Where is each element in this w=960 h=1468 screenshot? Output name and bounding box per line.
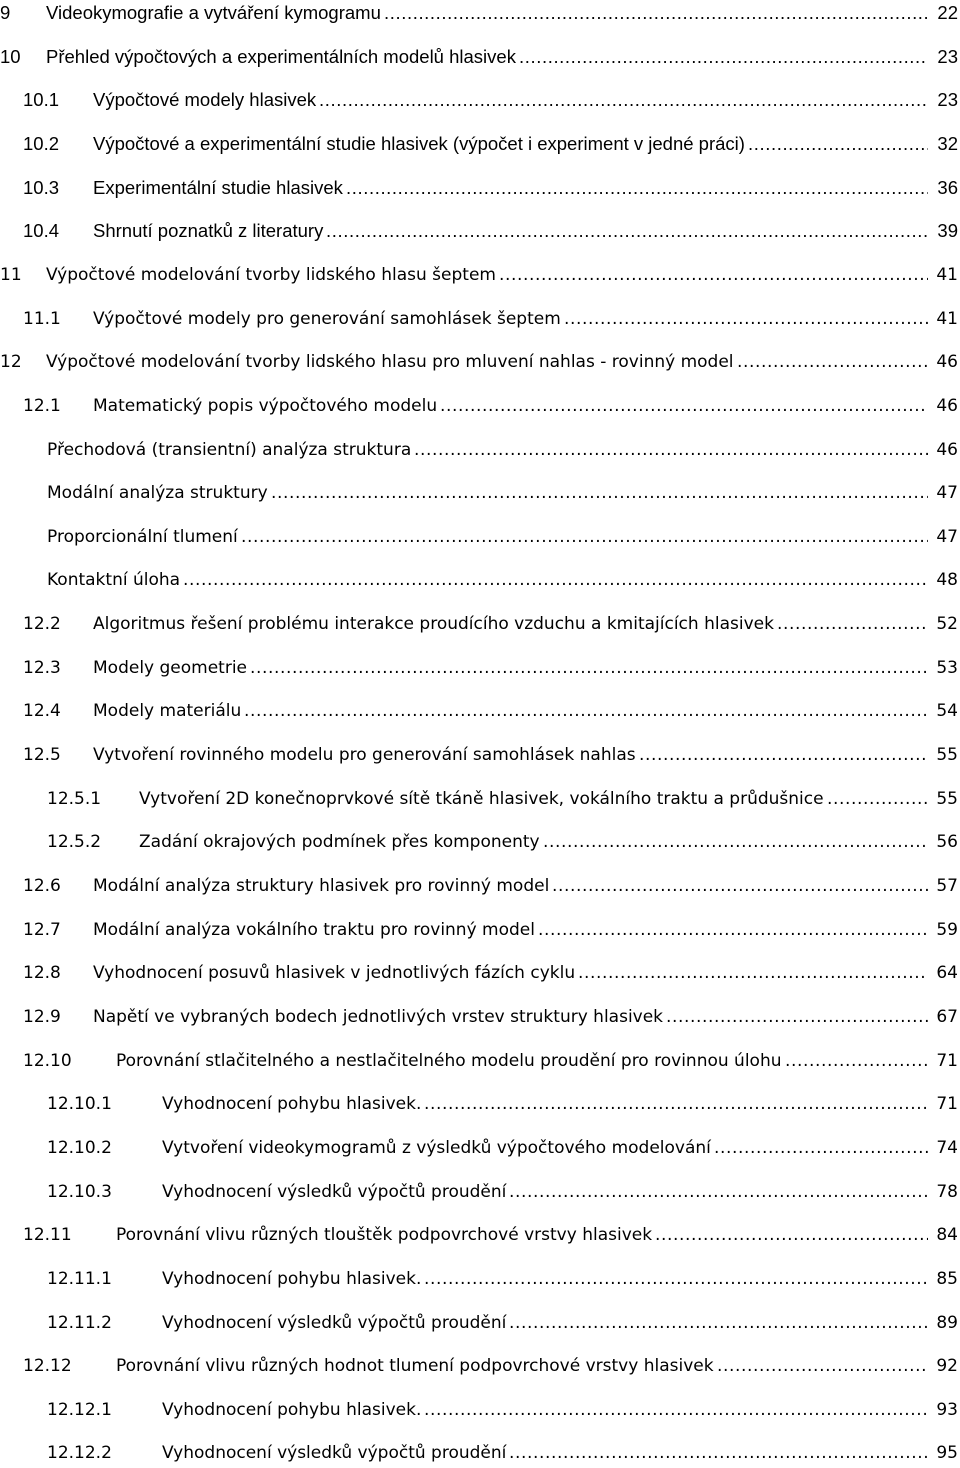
toc-entry[interactable] [0,827,960,857]
toc-entry-leader-dots [250,653,928,683]
toc-entry[interactable] [0,696,960,726]
toc-entry-number: 10.3 [23,176,60,198]
toc-entry-leader-dots [714,1133,928,1163]
toc-entry-title: Vyhodnocení posuvů hlasivek v jednotlivých fázích cyklu [93,963,576,984]
toc-entry[interactable] [0,173,960,203]
toc-entry-leader-dots [748,129,928,159]
toc-entry-page-number: 71 [936,1094,958,1115]
toc-entry-leader-dots [737,347,928,377]
toc-entry[interactable] [0,958,960,988]
toc-entry[interactable] [0,1089,960,1119]
toc-entry[interactable] [0,260,960,290]
toc-entry-leader-dots [717,1351,928,1381]
toc-entry-number: 12.5.2 [47,832,102,853]
toc-entry-title: Vyhodnocení výsledků výpočtů proudění [162,1443,507,1464]
toc-entry[interactable] [0,653,960,683]
toc-entry[interactable] [0,1133,960,1163]
toc-entry-title: Shrnutí poznatků z literatury [93,220,324,242]
toc-entry-title: Modální analýza struktury hlasivek pro rovinný model [93,876,550,896]
toc-entry[interactable] [0,1395,960,1425]
toc-entry-page-number: 64 [936,963,958,984]
toc-entry-number: 12.11.2 [47,1312,112,1333]
toc-entry-page-number: 41 [936,308,958,329]
toc-entry-leader-dots [384,0,928,28]
toc-entry-leader-dots [552,871,928,901]
toc-entry[interactable] [0,1046,960,1076]
toc-entry-leader-dots [424,1395,928,1425]
toc-entry-number: 12.10 [23,1050,72,1071]
toc-entry-title: Modální analýza vokálního traktu pro rovinný model [93,919,535,940]
toc-entry-leader-dots [538,915,928,945]
toc-entry-title: Modální analýza struktury [47,483,268,504]
toc-entry-title: Videokymografie a vytváření kymogramu [46,2,381,23]
toc-entry[interactable] [0,609,960,639]
toc-entry-page-number: 36 [937,176,958,198]
toc-entry-number: 9 [0,2,11,23]
toc-entry[interactable] [0,1177,960,1207]
toc-entry-page-number: 23 [937,45,958,67]
toc-entry-page-number: 67 [936,1006,958,1027]
toc-entry[interactable] [0,1002,960,1032]
toc-entry-page-number: 47 [936,483,958,504]
toc-entry-title: Napětí ve vybraných bodech jednotlivých vrstev struktury hlasivek [93,1006,664,1027]
toc-entry[interactable] [0,565,960,595]
toc-entry[interactable] [0,42,960,72]
toc-entry-page-number: 39 [937,220,958,242]
toc-entry-title: Matematický popis výpočtového modelu [93,395,438,416]
toc-entry-page-number: 55 [936,788,958,809]
toc-entry-page-number: 22 [937,2,958,23]
toc-entry-number: 12.12 [23,1356,72,1377]
toc-entry-page-number: 71 [936,1050,958,1071]
toc-entry-title: Výpočtové a experimentální studie hlasivek (výpočet i experiment v jedné práci) [93,132,745,154]
toc-entry-title: Vyhodnocení pohybu hlasivek. [162,1094,422,1115]
toc-entry[interactable] [0,1220,960,1250]
toc-entry[interactable] [0,915,960,945]
toc-entry-leader-dots [519,42,928,72]
toc-entry-title: Výpočtové modely hlasivek [93,89,317,111]
toc-entry-leader-dots [271,478,928,508]
toc-entry-title: Výpočtové modelování tvorby lidského hlasu šeptem [46,264,496,285]
toc-entry-leader-dots [777,609,928,639]
toc-entry[interactable] [0,1264,960,1294]
toc-entry-leader-dots [241,522,928,552]
toc-entry-page-number: 46 [936,395,958,416]
toc-entry-leader-dots [785,1046,928,1076]
toc-entry-number: 12.10.1 [47,1094,112,1115]
toc-entry-page-number: 55 [936,745,958,766]
toc-entry-number: 11 [0,264,22,285]
toc-entry-leader-dots [655,1220,928,1250]
toc-entry[interactable] [0,740,960,770]
toc-entry-title: Algoritmus řešení problému interakce proudícího vzduchu a kmitajících hlasivek [93,614,774,635]
toc-entry[interactable] [0,0,960,28]
toc-entry-title: Porovnání stlačitelného a nestlačitelného modelu proudění pro rovinnou úlohu [116,1050,782,1071]
toc-entry-title: Vytvoření videokymogramů z výsledků výpočtového modelování [162,1137,711,1158]
toc-entry-page-number: 89 [936,1312,958,1333]
toc-entry[interactable] [0,85,960,115]
toc-entry-number: 10 [0,45,21,67]
toc-entry-leader-dots [424,1264,928,1294]
toc-entry-title: Výpočtové modelování tvorby lidského hlasu pro mluvení nahlas - rovinný model [46,352,734,373]
toc-entry-title: Výpočtové modely pro generování samohlásek šeptem [93,308,561,329]
toc-entry-page-number: 85 [936,1268,958,1289]
toc-entry[interactable] [0,435,960,465]
toc-entry-title: Modely geometrie [93,657,248,678]
toc-entry-page-number: 56 [936,832,958,853]
toc-entry-page-number: 95 [936,1443,958,1464]
toc-entry-title: Vytvoření rovinného modelu pro generování samohlásek nahlas [93,745,636,766]
toc-entry-title: Vyhodnocení výsledků výpočtů proudění [162,1312,507,1333]
toc-entry-leader-dots [346,173,928,203]
toc-entry-page-number: 84 [936,1225,958,1246]
toc-entry-title: Vytvoření 2D konečnoprvkové sítě tkáně hlasivek, vokálního traktu a průdušnice [139,788,824,809]
toc-entry[interactable] [0,1308,960,1338]
toc-entry-number: 12 [0,352,22,373]
toc-entry[interactable] [0,347,960,377]
toc-entry-title: Přehled výpočtových a experimentálních modelů hlasivek [46,45,516,67]
toc-entry-page-number: 78 [936,1181,958,1202]
toc-entry-number: 10.4 [23,220,60,242]
toc-entry-number: 11.1 [23,308,61,329]
toc-entry[interactable] [0,304,960,334]
toc-entry-number: 12.5 [23,745,61,766]
toc-entry-number: 12.4 [23,701,61,722]
toc-entry-number: 12.11.1 [47,1268,112,1289]
toc-entry-title: Modely materiálu [93,701,242,722]
toc-entry-leader-dots [578,958,928,988]
toc-entry[interactable] [0,391,960,421]
toc-entry-page-number: 74 [936,1137,958,1158]
toc-entry-page-number: 57 [936,876,958,896]
toc-entry-leader-dots [414,435,928,465]
toc-entry-leader-dots [499,260,928,290]
toc-entry-page-number: 93 [936,1399,958,1420]
toc-entry[interactable] [0,1351,960,1381]
toc-entry-number: 10.2 [23,132,60,154]
toc-entry-leader-dots [319,85,928,115]
toc-entry-title: Porovnání vlivu různých tlouštěk podpovrchové vrstvy hlasivek [116,1225,653,1246]
toc-entry-title: Vyhodnocení pohybu hlasivek. [162,1399,422,1420]
toc-entry-leader-dots [183,565,928,595]
toc-entry-leader-dots [424,1089,928,1119]
toc-entry-leader-dots [244,696,928,726]
toc-entry-page-number: 23 [937,89,958,111]
toc-entry-number: 12.10.2 [47,1137,112,1158]
toc-entry-leader-dots [827,784,928,814]
toc-entry-number: 12.5.1 [47,788,102,809]
toc-entry-leader-dots [509,1438,928,1468]
toc-entry[interactable] [0,129,960,159]
toc-entry-title: Přechodová (transientní) analýza struktura [47,439,412,460]
toc-entry-leader-dots [440,391,928,421]
toc-entry[interactable] [0,216,960,246]
toc-entry-number: 12.6 [23,876,61,896]
toc-entry-leader-dots [509,1177,928,1207]
toc-entry-page-number: 92 [936,1356,958,1377]
toc-entry-title: Kontaktní úloha [47,570,181,591]
toc-entry[interactable] [0,522,960,552]
toc-entry[interactable] [0,478,960,508]
toc-entry-title: Porovnání vlivu různých hodnot tlumení podpovrchové vrstvy hlasivek [116,1356,714,1377]
toc-entry-number: 12.3 [23,657,61,678]
toc-entry-leader-dots [509,1308,928,1338]
toc-entry-title: Proporcionální tlumení [47,526,238,547]
toc-entry-number: 12.2 [23,614,61,635]
toc-entry-leader-dots [326,216,928,246]
toc-entry-number: 12.10.3 [47,1181,112,1202]
toc-entry[interactable] [0,1438,960,1468]
toc-entry-title: Vyhodnocení pohybu hlasivek. [162,1268,422,1289]
toc-entry-page-number: 59 [936,919,958,940]
toc-entry-leader-dots [639,740,928,770]
toc-entry-title: Vyhodnocení výsledků výpočtů proudění [162,1181,507,1202]
toc-entry[interactable] [0,784,960,814]
toc-entry-number: 12.9 [23,1006,61,1027]
toc-entry-page-number: 46 [936,352,958,373]
toc-entry-page-number: 52 [936,614,958,635]
toc-entry-page-number: 41 [936,264,958,285]
toc-entry-leader-dots [543,827,928,857]
toc-entry-page-number: 48 [936,570,958,591]
toc-entry-title: Experimentální studie hlasivek [93,176,343,198]
toc-entry-page-number: 53 [936,657,958,678]
toc-entry[interactable] [0,871,960,901]
toc-entry-page-number: 47 [936,526,958,547]
toc-entry-leader-dots [666,1002,928,1032]
toc-entry-number: 12.7 [23,919,61,940]
toc-entry-number: 12.12.1 [47,1399,112,1420]
toc-entry-leader-dots [564,304,928,334]
toc-entry-title: Zadání okrajových podmínek přes komponenty [139,832,540,853]
toc-entry-page-number: 54 [936,701,958,722]
toc-entry-page-number: 46 [936,439,958,460]
toc-entry-number: 12.1 [23,395,61,416]
toc-entry-page-number: 32 [937,132,958,154]
toc-entry-number: 12.11 [23,1225,72,1246]
toc-entry-number: 10.1 [23,89,60,111]
toc-entry-number: 12.12.2 [47,1443,112,1464]
toc-entry-number: 12.8 [23,963,61,984]
